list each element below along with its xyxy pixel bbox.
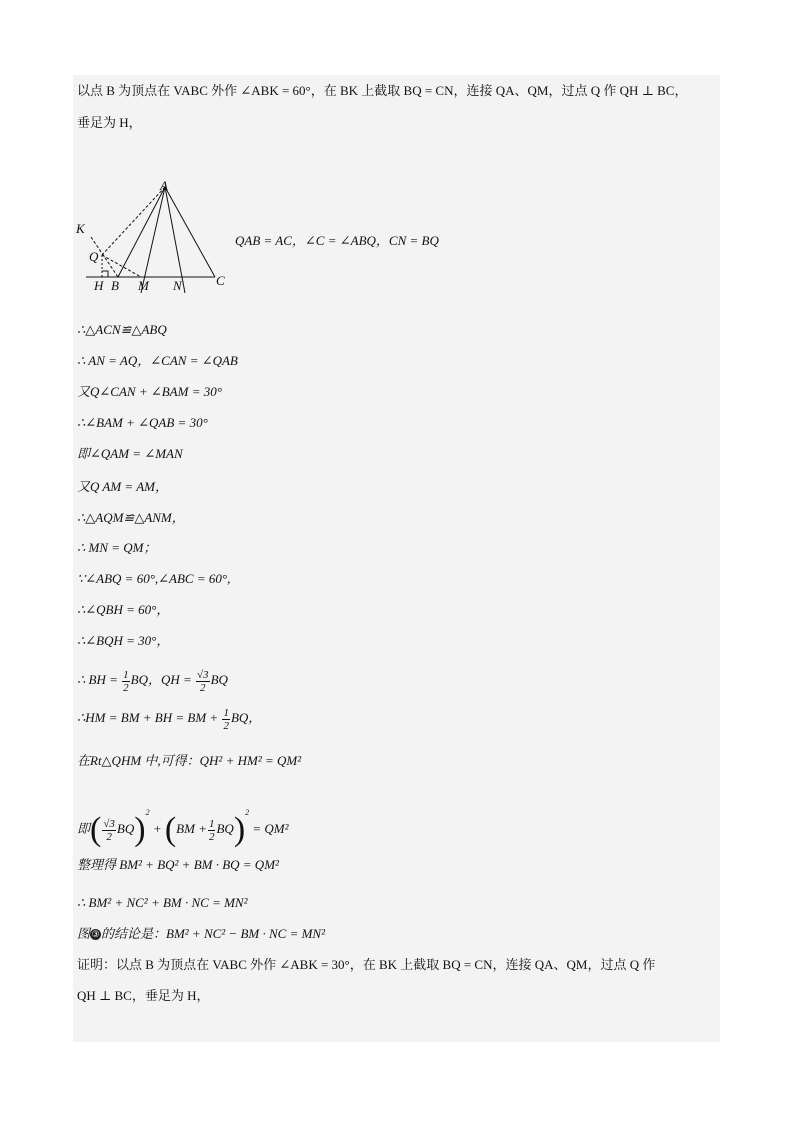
text-line-3: QAB = AC，∠C = ∠ABQ，CN = BQ bbox=[235, 233, 439, 248]
fraction-sqrt3-over-2: $\frac{√3}{2}$ bbox=[103, 817, 115, 843]
text-line-10: ∴△AQM≌△ANM， bbox=[77, 510, 185, 525]
text-line-9: 又Q AM = AM， bbox=[77, 479, 168, 494]
text-line-6: 又Q∠CAN + ∠BAM = 30° bbox=[77, 384, 222, 399]
text-line-11: ∴ MN = QM； bbox=[77, 540, 157, 555]
text-line-12: ∵∠ABQ = 60°,∠ABC = 60°, bbox=[77, 571, 231, 586]
label-n: N bbox=[173, 278, 182, 293]
document-page bbox=[73, 75, 720, 1042]
segment-aq bbox=[102, 187, 165, 255]
label-b: B bbox=[111, 278, 119, 293]
text-line-18: 即( $\frac{√3}{2}$ BQ)$^2$ + (BM + $\frac{1}{2}$ BQ)$^2$ = QM² bbox=[77, 808, 289, 849]
segment-ab bbox=[118, 187, 165, 277]
text-line-20: ∴ BM² + NC² + BM · NC = MN² bbox=[77, 895, 248, 910]
segment-ac bbox=[165, 187, 215, 277]
label-c: C bbox=[216, 273, 225, 288]
text-line-17: 在Rt△QHM 中,可得：QH² + HM² = QM² bbox=[77, 753, 302, 768]
fraction-half: $\frac{1}{2}$ bbox=[123, 668, 129, 694]
text-line-7: ∴∠BAM + ∠QAB = 30° bbox=[77, 415, 208, 430]
label-a: A bbox=[160, 178, 168, 193]
text-line-23: QH ⊥ BC，垂足为 H， bbox=[77, 988, 210, 1003]
label-q: Q bbox=[89, 249, 99, 264]
fraction-half: $\frac{1}{2}$ bbox=[208, 817, 215, 843]
text-line-13: ∴∠QBH = 60°， bbox=[77, 602, 170, 617]
text-line-2: 垂足为 H， bbox=[77, 115, 142, 130]
text-line-21: 图③的结论是：BM² + NC² − BM · NC = MN² bbox=[77, 926, 325, 941]
text-line-19: 整理得 BM² + BQ² + BM · BQ = QM² bbox=[77, 857, 279, 872]
text-line-4: ∴△ACN≌△ABQ bbox=[77, 322, 167, 337]
text-line-14: ∴∠BQH = 30°， bbox=[77, 633, 170, 648]
label-h: H bbox=[94, 278, 104, 293]
text-line-8: 即∠QAM = ∠MAN bbox=[77, 446, 183, 461]
text-line-5: ∴ AN = AQ，∠CAN = ∠QAB bbox=[77, 353, 238, 368]
fraction-half: $\frac{1}{2}$ bbox=[223, 706, 229, 732]
text-line-16: ∴HM = BM + BH = BM + $\frac{1}{2}$ BQ， bbox=[77, 706, 262, 732]
text-line-15: ∴ BH = $\frac{1}{2}$ BQ，QH = $\frac{√3}{2}$ BQ bbox=[77, 668, 228, 694]
label-k: K bbox=[76, 221, 85, 236]
geometry-diagram bbox=[73, 175, 243, 295]
text-line-22: 证明：以点 B 为顶点在 VABC 外作 ∠ABK = 30°，在 BK 上截取 BQ = CN，连接 QA、QM，过点 Q 作 bbox=[77, 957, 656, 972]
circled-number-3: ③ bbox=[91, 929, 100, 939]
label-m: M bbox=[138, 278, 149, 293]
text-line-1: 以点 B 为顶点在 VABC 外作 ∠ABK = 60°，在 BK 上截取 BQ = CN，连接 QA、QM，过点 Q 作 QH ⊥ BC， bbox=[77, 83, 688, 98]
right-angle-mark bbox=[102, 271, 108, 277]
fraction-sqrt3-over-2: $\frac{√3}{2}$ bbox=[197, 668, 209, 694]
